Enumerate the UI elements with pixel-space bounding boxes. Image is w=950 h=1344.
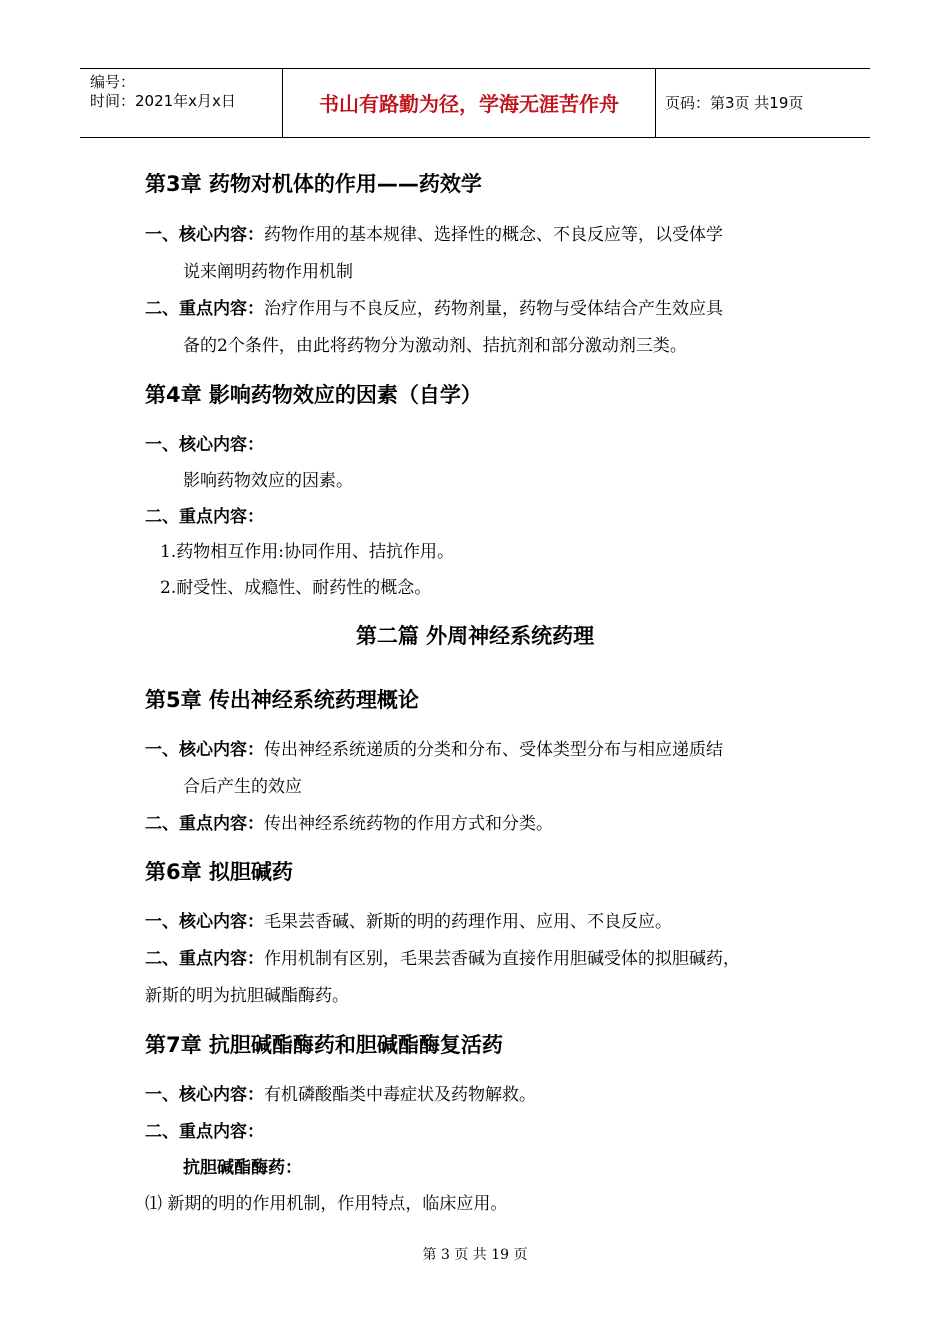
chapter-3-core	[145, 222, 723, 248]
key-text: 作用机制有区别，毛果芸香碱为直接作用胆碱受体的拟胆碱药，	[264, 949, 740, 969]
header-meta-cell	[80, 69, 282, 137]
chapter-4-core-text: 影响药物效应的因素。	[183, 471, 353, 491]
chapter-7-sub-label: 抗胆碱酯酶药：	[183, 1158, 302, 1178]
page-footer: 第 3 页 共 19 页	[422, 1247, 528, 1263]
core-label: 一、核心内容：	[145, 912, 264, 932]
key-label: 二、重点内容：	[145, 949, 264, 969]
chapter-4-title: 第4章 影响药物效应的因素（自学）	[145, 383, 482, 407]
chapter-7-core	[145, 1082, 536, 1108]
chapter-6-title: 第6章 拟胆碱药	[145, 860, 293, 884]
chapter-5-core-cont: 合后产生的效应	[183, 777, 302, 797]
chapter-4-item-1: 1.药物相互作用:协同作用、拮抗作用。	[160, 542, 454, 562]
page-info: 页码：第3页 共19页	[665, 94, 804, 112]
key-text: 传出神经系统药物的作用方式和分类。	[264, 814, 553, 834]
time-label: 时间：2021年x月x日	[90, 92, 236, 110]
chapter-6-key	[145, 946, 740, 972]
header-page-cell	[655, 69, 870, 137]
chapter-3-title: 第3章 药物对机体的作用——药效学	[145, 172, 482, 196]
chapter-3-key	[145, 296, 723, 322]
chapter-7-key-label: 二、重点内容：	[145, 1122, 264, 1142]
chapter-5-title: 第5章 传出神经系统药理概论	[145, 688, 419, 712]
number-label: 编号：	[90, 73, 136, 91]
core-text: 传出神经系统递质的分类和分布、受体类型分布与相应递质结	[264, 740, 723, 760]
page-header	[80, 68, 870, 138]
part-2-title: 第二篇 外周神经系统药理	[355, 624, 595, 648]
key-label: 二、重点内容：	[145, 299, 264, 319]
chapter-5-core	[145, 737, 723, 763]
motto-text: 书山有路勤为径，学海无涯苦作舟	[319, 92, 619, 116]
chapter-7-title: 第7章 抗胆碱酯酶药和胆碱酯酶复活药	[145, 1033, 503, 1057]
key-text: 治疗作用与不良反应，药物剂量，药物与受体结合产生效应具	[264, 299, 723, 319]
core-label: 一、核心内容：	[145, 225, 264, 245]
core-text: 有机磷酸酯类中毒症状及药物解救。	[264, 1085, 536, 1105]
header-motto-cell	[282, 69, 656, 137]
chapter-6-core	[145, 909, 672, 935]
chapter-3-key-cont: 备的2个条件，由此将药物分为激动剂、拮抗剂和部分激动剂三类。	[183, 336, 687, 356]
core-text: 毛果芸香碱、新斯的明的药理作用、应用、不良反应。	[264, 912, 672, 932]
chapter-4-core-label: 一、核心内容：	[145, 435, 264, 455]
core-label: 一、核心内容：	[145, 740, 264, 760]
core-text: 药物作用的基本规律、选择性的概念、不良反应等，以受体学	[264, 225, 723, 245]
chapter-4-key-label: 二、重点内容：	[145, 507, 264, 527]
key-label: 二、重点内容：	[145, 814, 264, 834]
core-label: 一、核心内容：	[145, 1085, 264, 1105]
chapter-3-core-cont: 说来阐明药物作用机制	[183, 262, 353, 282]
chapter-7-item-1: ⑴ 新期的明的作用机制，作用特点，临床应用。	[145, 1194, 508, 1214]
chapter-5-key	[145, 811, 553, 837]
chapter-6-key-cont: 新斯的明为抗胆碱酯酶药。	[145, 986, 349, 1006]
chapter-4-item-2: 2.耐受性、成瘾性、耐药性的概念。	[160, 578, 432, 598]
